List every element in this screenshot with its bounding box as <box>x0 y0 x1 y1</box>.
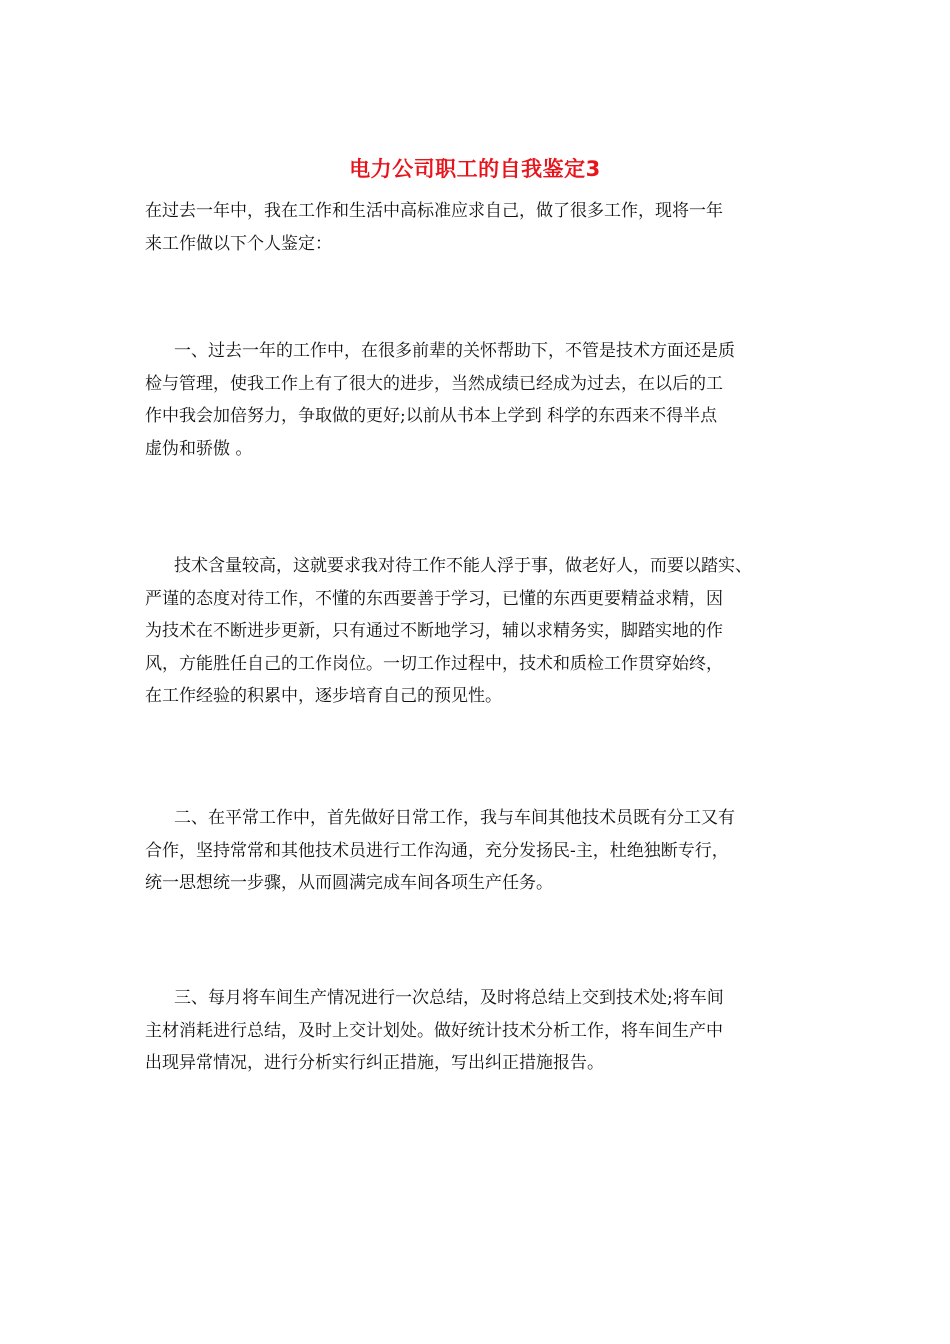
paragraph-line: 在过去一年中，我在工作和生活中高标准应求自己，做了很多工作，现将一年 <box>145 201 723 221</box>
paragraph-line: 二、在平常工作中，首先做好日常工作，我与车间其他技术员既有分工又有 <box>174 808 735 828</box>
paragraph-line: 合作，坚持常常和其他技术员进行工作沟通，充分发扬民-主，杜绝独断专行， <box>145 840 729 861</box>
paragraph-line: 检与管理，使我工作上有了很大的进步，当然成绩已经成为过去，在以后的工 <box>145 373 723 394</box>
paragraph-line: 统一思想统一步骤，从而圆满完成车间各项生产任务。 <box>145 873 553 893</box>
paragraph-line: 严谨的态度对待工作，不懂的东西要善于学习，已懂的东西更要精益求精，因 <box>145 588 723 609</box>
technical-paragraph <box>145 550 825 713</box>
paragraph-line: 虚伪和骄傲 。 <box>145 438 253 459</box>
paragraph-line: 一、过去一年的工作中，在很多前辈的关怀帮助下，不管是技术方面还是质 <box>174 341 735 361</box>
section-one-paragraph <box>145 335 825 465</box>
section-two-paragraph <box>145 802 825 900</box>
paragraph-line: 来工作做以下个人鉴定： <box>145 233 332 254</box>
paragraph-line: 为技术在不断进步更新，只有通过不断地学习，辅以求精务实，脚踏实地的作 <box>145 621 723 641</box>
document-title: 电力公司职工的自我鉴定3 <box>349 157 601 181</box>
intro-paragraph <box>145 195 825 260</box>
section-three-paragraph <box>145 982 825 1080</box>
paragraph-line: 出现异常情况，进行分析实行纠正措施，写出纠正措施报告。 <box>145 1053 604 1073</box>
paragraph-line: 风，方能胜任自己的工作岗位。一切工作过程中，技术和质检工作贯穿始终， <box>145 653 723 674</box>
paragraph-line: 三、每月将车间生产情况进行一次总结，及时将总结上交到技术处;将车间 <box>174 988 724 1008</box>
paragraph-line: 技术含量较高，这就要求我对待工作不能人浮于事，做老好人，而要以踏实、 <box>174 556 752 576</box>
paragraph-line: 作中我会加倍努力，争取做的更好;以前从书本上学到 科学的东西来不得半点 <box>145 406 718 426</box>
paragraph-line: 主材消耗进行总结，及时上交计划处。做好统计技术分析工作，将车间生产中 <box>145 1020 723 1041</box>
paragraph-line: 在工作经验的积累中，逐步培育自己的预见性。 <box>145 686 502 706</box>
